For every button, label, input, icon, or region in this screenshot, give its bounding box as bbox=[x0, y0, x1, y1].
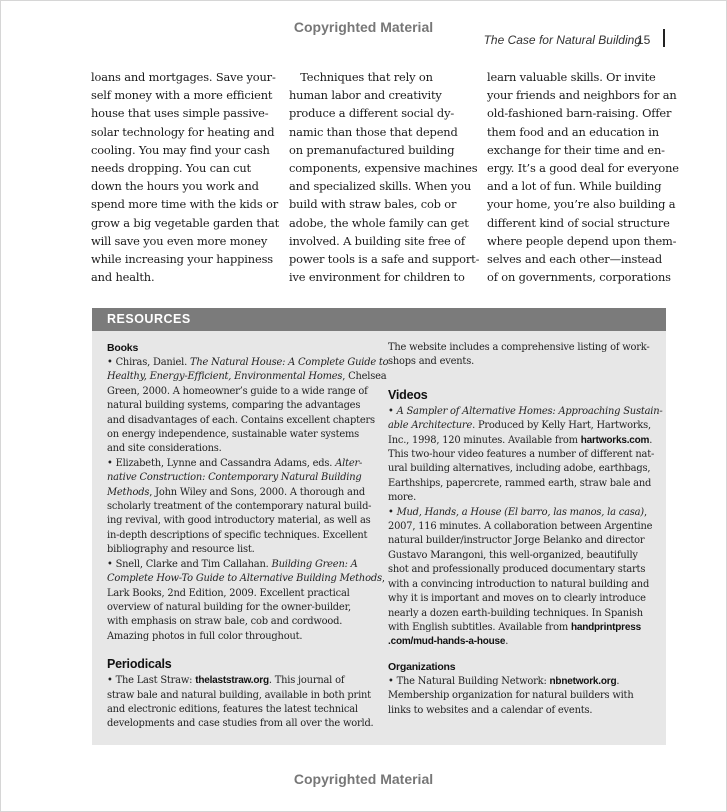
text-line: shops and events. bbox=[388, 356, 475, 368]
text-line: and electronic editions, features the latest technical bbox=[107, 703, 358, 715]
watermark-bottom: Copyrighted Material bbox=[293, 771, 434, 787]
text-line: Earthships, papercrete, rammed earth, straw bale and bbox=[388, 477, 652, 489]
book-title: Complete How-To Guide to Alternative Building Methods bbox=[107, 573, 382, 585]
text-line: straw bale and natural building, available in both print bbox=[107, 689, 371, 701]
url-link[interactable]: handprintpress bbox=[570, 621, 641, 633]
text-line: with emphasis on straw bale, cob and cordwood. bbox=[107, 616, 343, 628]
text-line: and a lot of fun. While building bbox=[487, 179, 662, 194]
text-line: ive environment for children to bbox=[289, 270, 465, 285]
text: . This journal of bbox=[268, 675, 345, 687]
text-line: This two-hour video features a number of different nat- bbox=[388, 449, 655, 461]
text-line: bibliography and resource list. bbox=[107, 544, 255, 556]
text-line: ergy. It’s a good deal for everyone bbox=[487, 161, 679, 176]
text: • Elizabeth, Lynne and Cassandra Adams, eds. bbox=[107, 457, 336, 469]
text-line: selves and each other—instead bbox=[487, 252, 663, 267]
resources-heading: RESOURCES bbox=[107, 312, 191, 326]
book-title: Alter- bbox=[335, 457, 363, 469]
text: , Chelsea bbox=[342, 371, 387, 383]
text-line: and specialized skills. When you bbox=[289, 179, 472, 194]
text: , bbox=[381, 573, 385, 585]
url-link[interactable]: nbnetwork.org bbox=[549, 675, 617, 687]
text-line: and site considerations. bbox=[107, 443, 222, 455]
periodicals-label: Periodicals bbox=[107, 657, 172, 672]
text-line: self money with a more efficient bbox=[91, 88, 273, 103]
text-line: will save you even more money bbox=[91, 233, 268, 248]
header-rule bbox=[663, 29, 665, 47]
text-line: in-depth descriptions of specific techniques. Excellent bbox=[107, 529, 368, 541]
video-title: A Sampler of Alternative Homes: Approaching Sustain- bbox=[396, 405, 663, 417]
text-line: components, expensive machines bbox=[289, 161, 478, 176]
text-line: Gustavo Marangoni, this well-organized, beautifully bbox=[388, 549, 638, 561]
text: . bbox=[616, 675, 620, 687]
text-line: natural building systems, comparing the advantages bbox=[107, 400, 361, 412]
text-line: ural building alternatives, including adobe, earthbags, bbox=[388, 463, 651, 475]
text-line: and disadvantages of each. Contains excellent chapters bbox=[107, 414, 375, 426]
video-title: Mud, Hands, a House (El barro, las manos, la casa) bbox=[396, 506, 644, 518]
text-line: house that uses simple passive- bbox=[91, 106, 269, 121]
text-line: Membership organization for natural builders with bbox=[388, 690, 634, 702]
organizations-label: Organizations bbox=[388, 660, 456, 673]
text-line: old-fashioned barn-raising. Offer bbox=[487, 106, 672, 121]
text-line: solar technology for heating and bbox=[91, 124, 275, 139]
text-line: Lark Books, 2nd Edition, 2009. Excellent practical bbox=[107, 587, 350, 599]
text: , bbox=[643, 506, 647, 518]
text-line: involved. A building site free of bbox=[289, 233, 465, 248]
book-entry-elizabeth bbox=[107, 457, 377, 558]
resources-heading-bar bbox=[92, 308, 666, 331]
video-title: able Architecture bbox=[388, 420, 473, 432]
text: . bbox=[505, 636, 509, 648]
book-entry-snell bbox=[107, 558, 385, 644]
book-title: native Construction: Contemporary Natural Building bbox=[107, 472, 362, 484]
text: • bbox=[388, 506, 397, 518]
video-entry-sampler bbox=[388, 405, 663, 506]
periodical-entry-last-straw bbox=[107, 674, 377, 732]
watermark-top: Copyrighted Material bbox=[293, 19, 434, 35]
text-line: on premanufactured building bbox=[289, 142, 455, 157]
organization-entry-nbn bbox=[388, 675, 658, 718]
text-line: learn valuable skills. Or invite bbox=[487, 70, 656, 84]
book-title: Building Green: A bbox=[271, 558, 358, 570]
videos-label: Videos bbox=[388, 387, 428, 402]
url-link[interactable]: thelaststraw.org bbox=[195, 675, 269, 687]
text-line: nearly a dozen earth-building techniques. In Spanish bbox=[388, 607, 643, 619]
text-line: The website includes a comprehensive listing of work- bbox=[388, 342, 650, 353]
text-line: and health. bbox=[91, 270, 155, 285]
running-head-title: The Case for Natural Building bbox=[483, 33, 641, 47]
text: • Chiras, Daniel. bbox=[107, 357, 190, 368]
url-link[interactable]: hartworks.com bbox=[580, 434, 650, 446]
books-label: Books bbox=[107, 342, 139, 354]
book-title: Methods bbox=[107, 486, 150, 498]
text-line: cooling. You may find your cash bbox=[91, 142, 270, 157]
text-line: loans and mortgages. Save your- bbox=[91, 70, 276, 84]
text: • The Natural Building Network: bbox=[388, 675, 550, 687]
text-line: ing revival, with good introductory material, as well as bbox=[107, 515, 371, 527]
text-line: developments and case studies from all over the world. bbox=[107, 718, 374, 730]
text: , John Wiley and Sons, 2000. A thorough and bbox=[149, 486, 366, 498]
text-line: needs dropping. You can cut bbox=[91, 161, 251, 176]
text-line: adobe, the whole family can get bbox=[289, 215, 469, 230]
text-line: why it is important and moves on to clearly introduce bbox=[388, 593, 646, 605]
text: . bbox=[649, 434, 653, 446]
resources-box bbox=[92, 308, 666, 745]
book-entry-chiras bbox=[107, 356, 389, 457]
text-line: exchange for their time and en- bbox=[487, 142, 665, 157]
text: • bbox=[388, 405, 397, 417]
text-line: produce a different social dy- bbox=[289, 106, 455, 121]
text-line: links to websites and a calendar of events. bbox=[388, 704, 593, 716]
text-line: grow a big vegetable garden that bbox=[91, 215, 280, 230]
text-line: build with straw bales, cob or bbox=[289, 197, 457, 212]
text-line: natural builder/instructor Jorge Belanko and director bbox=[388, 535, 645, 547]
text-line: namic than those that depend bbox=[289, 124, 458, 139]
text-line: human labor and creativity bbox=[289, 88, 442, 103]
text-line: your home, you’re also building a bbox=[487, 197, 676, 212]
body-column-3 bbox=[487, 68, 679, 286]
text-line: overview of natural building for the owner-builder, bbox=[107, 601, 351, 613]
book-title: The Natural House: A Complete Guide to bbox=[190, 357, 389, 368]
text-line: them food and an education in bbox=[487, 124, 659, 139]
text-line: of on governments, corporations bbox=[487, 270, 671, 285]
video-entry-mud-hands bbox=[388, 506, 658, 650]
text-line: while increasing your happiness bbox=[91, 252, 273, 267]
text-line: Techniques that rely on bbox=[289, 70, 433, 84]
text-line: more. bbox=[388, 492, 417, 504]
text-line: down the hours you work and bbox=[91, 179, 259, 194]
text-line: power tools is a safe and support- bbox=[289, 252, 480, 267]
text-line: with a convincing introduction to natural building and bbox=[388, 578, 650, 590]
text-line: Amazing photos in full color throughout. bbox=[107, 630, 303, 642]
text: . Produced by Kelly Hart, Hartworks, bbox=[472, 420, 651, 432]
page-number: 15 bbox=[637, 33, 651, 47]
text: Inc., 1998, 120 minutes. Available from bbox=[388, 434, 581, 446]
body-column-1 bbox=[91, 68, 280, 286]
text-line: where people depend upon them- bbox=[487, 233, 677, 248]
resources-right-column bbox=[388, 341, 663, 718]
text-line: spend more time with the kids or bbox=[91, 197, 278, 212]
text: • Snell, Clarke and Tim Callahan. bbox=[107, 558, 272, 570]
text-line: Green, 2000. A homeowner’s guide to a wide range of bbox=[107, 385, 368, 397]
text-line: different kind of social structure bbox=[487, 215, 670, 230]
book-title: Healthy, Energy-Efficient, Environmental Homes bbox=[107, 371, 343, 383]
text-line: 2007, 116 minutes. A collaboration between Argentine bbox=[388, 521, 653, 533]
text-line: shot and professionally produced documentary starts bbox=[388, 564, 646, 576]
body-column-2 bbox=[289, 68, 480, 286]
text: with English subtitles. Available from bbox=[388, 621, 571, 633]
text: • The Last Straw: bbox=[107, 675, 196, 687]
text-line: your friends and neighbors for an bbox=[487, 88, 677, 103]
url-link[interactable]: .com/mud-hands-a-house bbox=[388, 636, 506, 648]
text-line: scholarly treatment of the contemporary natural build- bbox=[107, 501, 372, 513]
text-line: on energy independence, sustainable water systems bbox=[107, 429, 360, 441]
resources-left-column bbox=[107, 341, 389, 732]
